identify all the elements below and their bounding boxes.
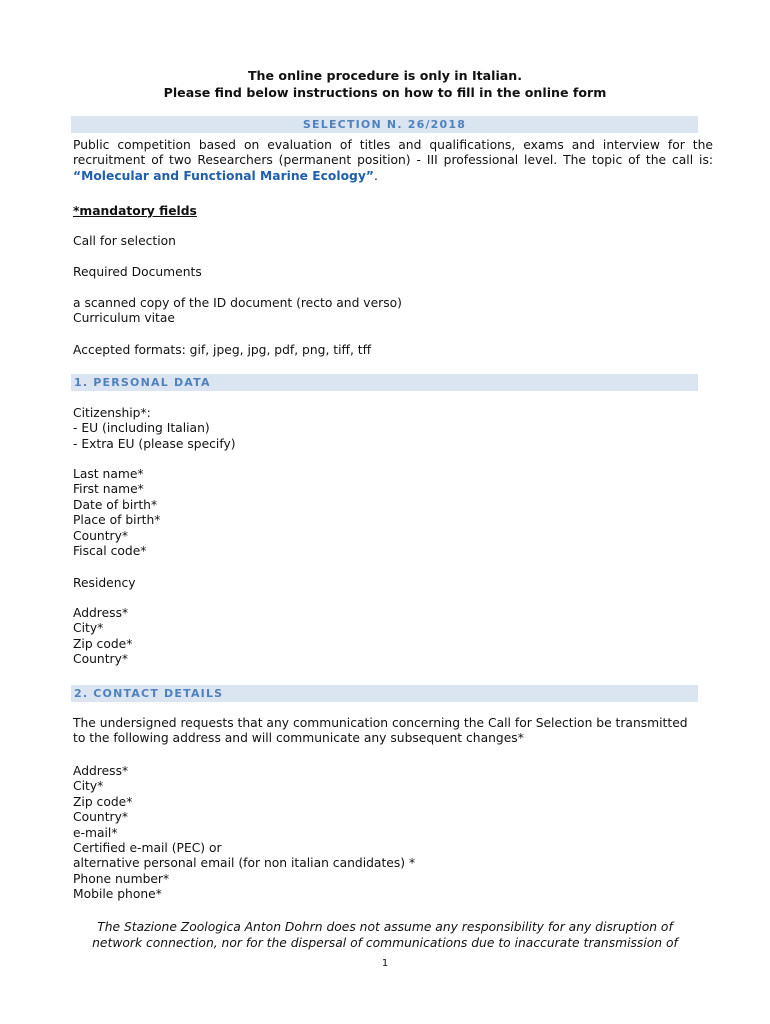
accepted-formats: Accepted formats: gif, jpeg, jpg, pdf, png, tiff, tff: [73, 343, 372, 357]
section-contact-details: 2. CONTACT DETAILS: [71, 685, 698, 702]
document-item: a scanned copy of the ID document (recto and verso): [73, 296, 402, 310]
field-pec: Certified e-mail (PEC) or: [73, 841, 222, 856]
documents-list: [73, 296, 713, 327]
contact-fields: [73, 764, 713, 903]
call-for-selection-link[interactable]: Call for selection: [73, 234, 176, 248]
page-number: 1: [381, 958, 389, 969]
citizenship-label: Citizenship*:: [73, 406, 151, 420]
field-mobile: Mobile phone*: [73, 887, 162, 902]
citizenship-option-extra-eu[interactable]: - Extra EU (please specify): [73, 436, 236, 451]
notice-line-1: The online procedure is only in Italian.: [247, 68, 523, 83]
field-first-name: First name*: [73, 482, 144, 497]
citizenship-group: [73, 406, 713, 452]
residency-label: Residency: [73, 576, 136, 590]
notice-line-2: Please find below instructions on how to fill in the online form: [163, 85, 607, 100]
disclaimer-line-1: The Stazione Zoologica Anton Dohrn does not assume any responsibility for any disruption of: [97, 920, 673, 934]
field-address: Address*: [73, 606, 129, 620]
mandatory-fields-note: [73, 204, 713, 219]
mandatory-label: *mandatory fields: [73, 204, 197, 218]
call-topic: “Molecular and Functional Marine Ecology”: [73, 168, 374, 183]
selection-band: SELECTION N. 26/2018: [71, 116, 698, 133]
request-line: to the following address and will communicate any subsequent changes*: [73, 731, 524, 746]
field-email: e-mail*: [73, 825, 118, 840]
required-documents-label: Required Documents: [73, 265, 202, 279]
field-city: City*: [73, 621, 104, 636]
field-place-of-birth: Place of birth*: [73, 513, 161, 528]
field-zip-code: Zip code*: [73, 636, 133, 651]
field-phone: Phone number*: [73, 871, 170, 886]
field-country: Country*: [73, 528, 128, 543]
field-alt-email: alternative personal email (for non italian candidates) *: [73, 856, 416, 871]
intro-text: Public competition based on evaluation of titles and qualifications, exams and interview for the recruitment of two Researchers (permanent position) - III professional level. The topic of the call is:: [73, 138, 713, 168]
section-personal-data: 1. PERSONAL DATA: [71, 374, 698, 391]
citizenship-option-eu[interactable]: - EU (including Italian): [73, 421, 210, 436]
field-fiscal-code: Fiscal code*: [73, 544, 147, 559]
field-city: City*: [73, 779, 104, 794]
field-last-name: Last name*: [73, 467, 144, 481]
personal-fields: [73, 467, 713, 559]
contact-request: [73, 716, 733, 747]
document-item: Curriculum vitae: [73, 311, 175, 326]
residency-fields: [73, 606, 713, 668]
field-country: Country*: [73, 810, 128, 825]
field-zip-code: Zip code*: [73, 794, 133, 809]
request-line: The undersigned requests that any communication concerning the Call for Selection be transmitted: [73, 716, 688, 730]
intro-paragraph: [73, 138, 713, 184]
field-date-of-birth: Date of birth*: [73, 497, 158, 512]
disclaimer-line-2: network connection, nor for the dispersal of communications due to inaccurate transmission of: [92, 936, 678, 950]
field-country: Country*: [73, 652, 128, 667]
field-address: Address*: [73, 764, 129, 778]
intro-end: .: [373, 168, 378, 183]
